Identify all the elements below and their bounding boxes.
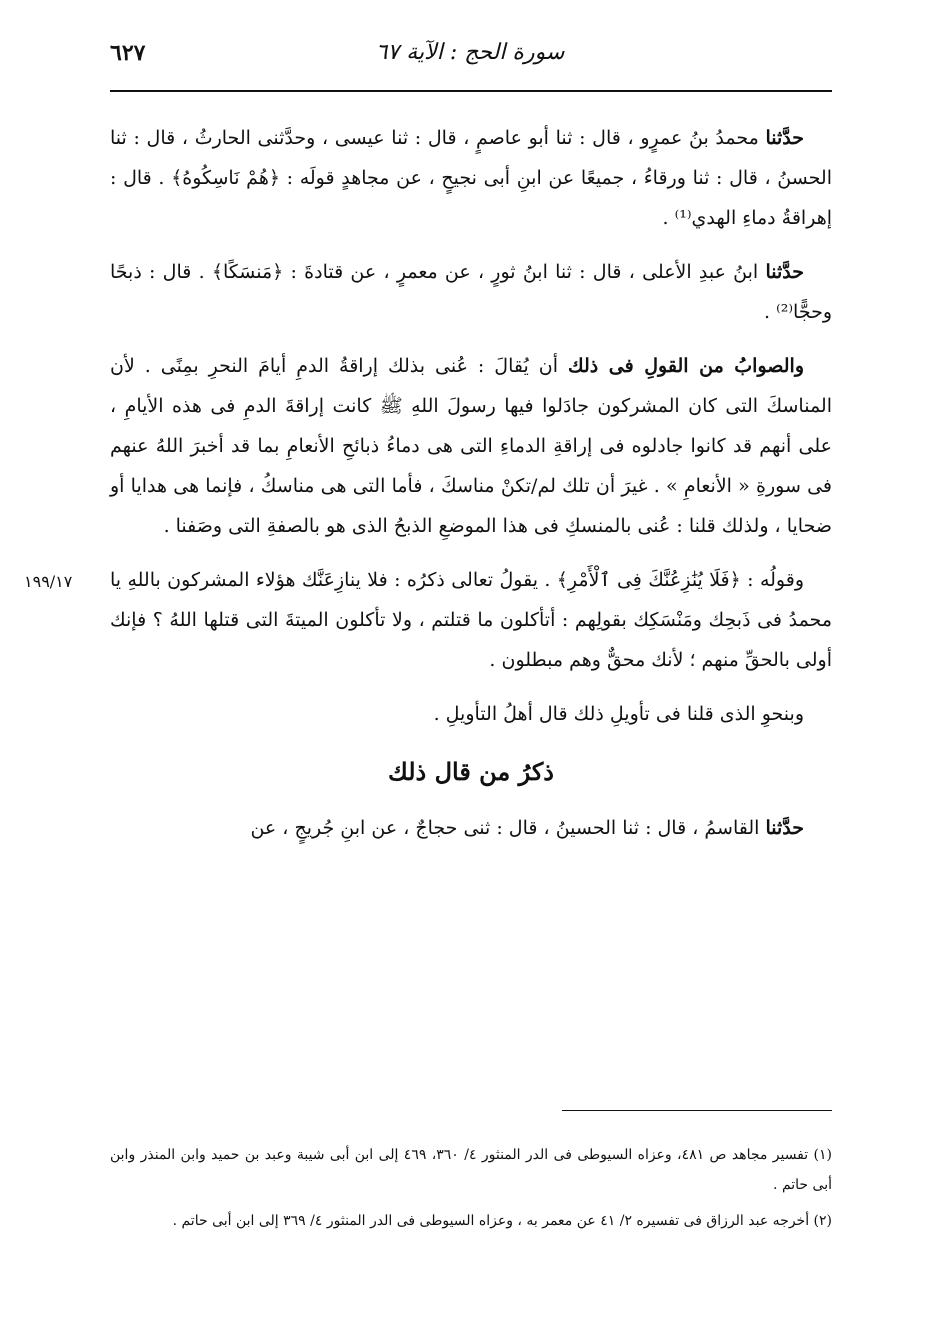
paragraph-text: وبنحوِ الذى قلنا فى تأويلِ ذلك قال أهلُ التأويلِ . <box>433 703 804 725</box>
page-number: ٦٢٧ <box>110 40 146 66</box>
paragraph-1 <box>110 118 832 238</box>
footnote-2: (٢) أخرجه عبد الرزاق فى تفسيره ٢/ ٤١ عن معمر به ، وعزاه السيوطى فى الدر المنثور ٤/ ٣٦٩ إلى ابن أبى حاتم . <box>172 1213 832 1229</box>
paragraph-text: محمدُ بنُ عمرٍو ، قال : ثنا أبو عاصمٍ ، قال : ثنا عيسى ، وحدَّثنى الحارثُ ، قال : ثنا الحسنُ ، قال : ثنا ورقاءُ ، جميعًا عن ابنِ أبى نجيحٍ ، عن مجاهدٍ قولَه : ﴿هُمْ نَاسِكُوهُ﴾ . قال : إهراقةُ دماءِ الهدي⁽¹⁾ . <box>110 127 832 229</box>
paragraph-text: وقولُه : ﴿فَلَا يُنَٰزِعُنَّكَ فِى ٱلْأَمْرِ﴾ . يقولُ تعالى ذكرُه : فلا ينازِعَنَّك هؤلاء المشركون باللهِ يا محمدُ فى ذَبحِك ومَنْسَكِك بقولِهم : أتأكلون ما قتلتم ، ولا تأكلون الميتةَ التى قتلها اللهُ ؟ فإنك أولى بالحقِّ منهم ؛ لأنك محقٌّ وهم مبطلون . <box>110 569 832 671</box>
paragraph-3 <box>110 346 832 546</box>
section-heading: ذكرُ من قال ذلك <box>388 757 554 786</box>
header-rule <box>110 90 832 92</box>
paragraph-last <box>110 808 832 848</box>
paragraph-text: أن يُقالَ : عُنى بذلك إراقةُ الدمِ أيامَ النحرِ بمِنًى . لأن المناسكَ التى كان المشركون جادَلوا فيها رسولَ اللهِ ﷺ كانت إراقةَ الدمِ فى هذه الأيامِ ، على أنهم قد كانوا جادلوه فى إراقةِ الدماءِ التى هى دماءُ ذبائحِ الأنعامِ بما قد أخبرَ اللهُ عنهم فى سورةِ « الأنعامِ » . غيرَ أن تلك لم/تكنْ مناسكَ ، فأما التى هى مناسكُ ، فإنما هى هدايا أو ضحايا ، ولذلك قلنا : عُنى بالمنسكِ فى هذا الموضعِ الذبحُ الذى هو بالصفةِ التى وصَفنا . <box>110 355 832 537</box>
main-text <box>110 118 832 862</box>
paragraph-lead: حدَّثنا <box>765 817 804 839</box>
footnote-1: (١) تفسير مجاهد ص ٤٨١، وعزاه السيوطى فى الدر المنثور ٤/ ٣٦٠، ٤٦٩ إلى ابن أبى شيبة وعبد بن حميد وابن المنذر وابن أبى حاتم . <box>110 1147 833 1193</box>
paragraph-2 <box>110 252 832 332</box>
footnotes <box>110 1140 832 1242</box>
paragraph-lead: حدَّثنا <box>765 261 804 283</box>
paragraph-lead: والصوابُ من القولِ فى ذلك <box>567 355 804 377</box>
footnote-rule <box>562 1110 832 1111</box>
running-title: سورة الحج : الآية ٦٧ <box>375 40 565 65</box>
paragraph-text: القاسمُ ، قال : ثنا الحسينُ ، قال : ثنى حجاجٌ ، عن ابنِ جُريجٍ ، عن <box>250 817 766 839</box>
paragraph-lead: حدَّثنا <box>765 127 804 149</box>
paragraph-5 <box>110 694 832 734</box>
page-header <box>110 36 830 86</box>
paragraph-4 <box>110 560 832 680</box>
paragraph-text: ابنُ عبدِ الأعلى ، قال : ثنا ابنُ ثورٍ ، عن معمرٍ ، عن قتادةَ : ﴿مَنسَكًا﴾ . قال : ذبحًا وحجًّا⁽²⁾ . <box>110 261 832 323</box>
margin-reference: ١٩٩/١٧ <box>24 572 73 591</box>
